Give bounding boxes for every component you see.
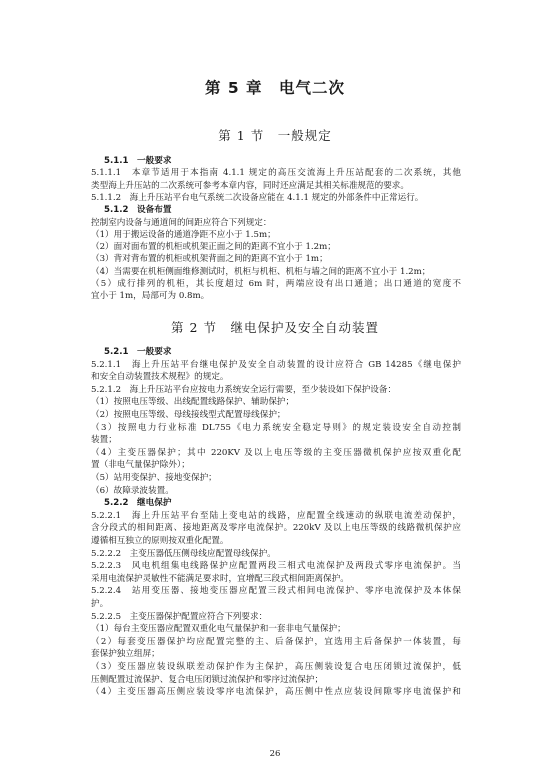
paragraph-line: 5.2.2.5 主变压器保护配置应符合下列要求： bbox=[91, 611, 268, 622]
paragraph-line: （3）背对背布置的机柜或机架背面之间的距离不宜小于 1m； bbox=[91, 254, 328, 265]
paragraph-line: （4）主变压器高压侧应装设零序电流保护，高压侧中性点应装设间隙零序电流保护和 bbox=[91, 687, 461, 698]
paragraph-line: 压侧配置过流保护、复合电压闭锁过流保护和零序过流保护； bbox=[91, 674, 324, 685]
paragraph-line: 5.2.1.2 海上升压站平台应按电力系统安全运行需要，至少装设如下保护设备： bbox=[91, 384, 397, 395]
paragraph-line: 宜小于 1m，局部可为 0.8m。 bbox=[91, 291, 210, 302]
paragraph-line: 套保护独立组屏； bbox=[91, 649, 160, 660]
paragraph-line: （1）按照电压等级、出线配置线路保护、辅助保护； bbox=[91, 397, 295, 408]
paragraph-line: 控制室内设备与通道间的间距应符合下列规定： bbox=[91, 217, 272, 228]
paragraph-line: （1）用于搬运设备的通道净距不应小于 1.5m； bbox=[91, 229, 276, 240]
paragraph-line: （3）按照电力行业标准 DL755《电力系统安全稳定导则》的规定装设安全自动控制 bbox=[91, 422, 461, 433]
paragraph-line: 置（非电气量保护除外）； bbox=[91, 460, 190, 471]
paragraph-line: （2）每套变压器保护均应配置完整的主、后备保护，宜选用主后备保护一体装置，每 bbox=[91, 636, 461, 647]
paragraph-line: 5.1.1.2 海上升压站平台电气系统二次设备应能在 4.1.1 规定的外部条件中正常运行。 bbox=[91, 192, 424, 203]
chapter-title: 第 5 章 电气二次 bbox=[204, 79, 346, 97]
paragraph-line: 采用电流保护灵敏性不能满足要求时，宜增配三段式相间距离保护。 bbox=[91, 573, 349, 584]
paragraph-line: 含分段式的相间距离、接地距离及零序电流保护。220kV 及以上电压等级的线路微机保护应 bbox=[91, 523, 461, 534]
paragraph-line: （5）成行排列的机柜，其长度超过 6m 时，两端应设有出口通道；出口通道的宽度不 bbox=[91, 279, 461, 289]
section-1-title: 第 1 节 一般规定 bbox=[218, 128, 332, 143]
paragraph-line: （4）当需要在机柜侧面维修测试时，机柜与机柜、机柜与墙之间的距离不宜小于 1.2m； bbox=[91, 266, 431, 277]
paragraph-line: 和安全自动装置技术规程》的规定。 bbox=[91, 372, 229, 383]
paragraph-line: （6）故障录波装置。 bbox=[91, 485, 174, 496]
paragraph-line: 遵循相互独立的原则按双重化配置。 bbox=[91, 536, 229, 546]
paragraph-line: （2）面对面布置的机柜或机架正面之间的距离不宜小于 1.2m； bbox=[91, 242, 336, 253]
page-number: 26 bbox=[269, 749, 281, 759]
paragraph-line: 5.2.2.4 站用变压器、接地变压器应配置三段式相间电流保护、零序电流保护及本体保 bbox=[91, 586, 461, 597]
paragraph-line: （3）变压器应装设纵联差动保护作为主保护，高压侧装设复合电压闭锁过流保护，低 bbox=[91, 662, 461, 672]
paragraph-line: 5.2.1.1 海上升压站平台继电保护及安全自动装置的设计应符合 GB 14285《继电保护 bbox=[91, 359, 461, 370]
section-2-title: 第 2 节 继电保护及安全自动装置 bbox=[171, 320, 379, 335]
subsection-heading: 5.2.2 继电保护 bbox=[104, 498, 172, 509]
paragraph-line: 护。 bbox=[91, 599, 109, 609]
paragraph-line: 5.1.1.1 本章节适用于本指南 4.1.1 规定的高压交流海上升压站配套的二次系统，其他 bbox=[91, 168, 461, 179]
subsection-heading: 5.1.2 设备布置 bbox=[104, 205, 172, 216]
paragraph-line: 5.2.2.3 风电机组集电线路保护应配置两段三相式电流保护及两段式零序电流保护。当 bbox=[91, 561, 461, 572]
paragraph-line: （4）主变压器保护；其中 220KV 及以上电压等级的主变压器微机保护应按双重化配 bbox=[91, 447, 461, 458]
paragraph-line: 类型海上升压站的二次系统可参考本章内容，同时还应满足其相关标准规范的要求。 bbox=[91, 180, 409, 191]
subsection-heading: 5.2.1 一般要求 bbox=[104, 347, 172, 357]
paragraph-line: （5）站用变保护、接地变保护； bbox=[91, 473, 217, 483]
paragraph-line: （2）按照电压等级、母线接线型式配置母线保护； bbox=[91, 410, 286, 420]
paragraph-line: 5.2.2.2 主变压器低压侧母线应配置母线保护。 bbox=[91, 548, 276, 559]
paragraph-line: 装置； bbox=[91, 435, 117, 446]
subsection-heading: 5.1.1 一般要求 bbox=[104, 156, 172, 166]
paragraph-line: （1）每台主变压器应配置双重化电气量保护和一套非电气量保护； bbox=[91, 624, 346, 635]
paragraph-line: 5.2.2.1 海上升压站平台至陆上变电站的线路，应配置全线速动的纵联电流差动保护， bbox=[91, 510, 461, 521]
